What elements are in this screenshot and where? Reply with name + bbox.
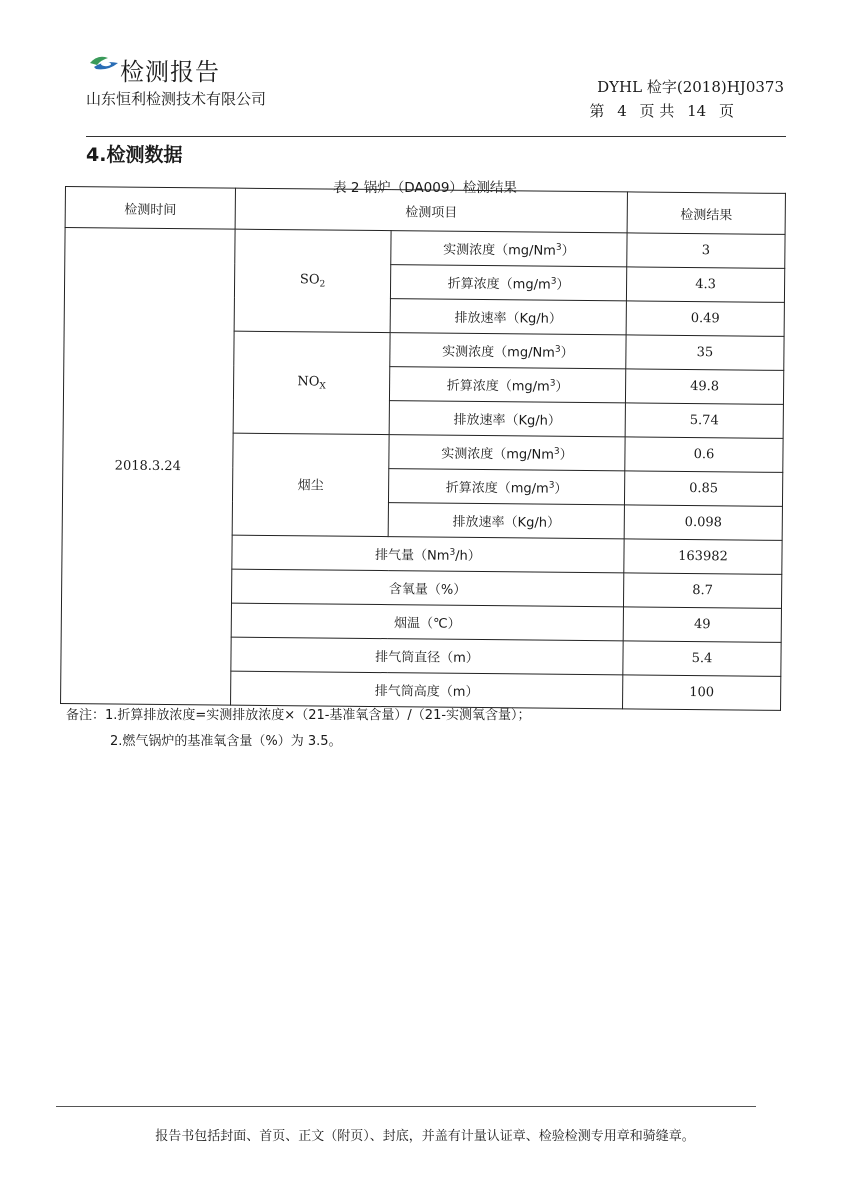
parameter-label: 排气量（Nm$^3$/h）: [232, 535, 624, 573]
report-number: DYHL 检字(2018)HJ0373: [597, 78, 784, 96]
pollutant-main: SO: [299, 272, 320, 288]
result-value: 35: [626, 335, 784, 371]
company-name: 山东恒利检测技术有限公司: [86, 90, 267, 108]
result-value: 0.6: [625, 437, 783, 473]
header-item: 检测项目: [235, 188, 627, 233]
page-prefix: 第: [589, 102, 605, 120]
page-mid: 页 共: [639, 102, 675, 120]
parameter-label: 实测浓度（mg/Nm$^3$）: [390, 333, 626, 369]
result-value: 8.7: [624, 573, 782, 609]
header-time: 检测时间: [65, 187, 235, 230]
pollutant-name: [232, 433, 389, 536]
parameter-label: 烟温（℃）: [231, 603, 623, 641]
pollutant-sub: X: [319, 381, 326, 392]
parameter-label: 实测浓度（mg/Nm$^3$）: [389, 435, 625, 471]
company-logo-icon: [88, 52, 120, 74]
pollutant-name: [234, 229, 391, 332]
header-divider: [86, 136, 786, 137]
parameter-label: 折算浓度$(mg/m^3)$: [389, 367, 625, 403]
parameter-label: 折算浓度$(mg/m^3)$: [388, 469, 624, 505]
result-value: 49.8: [625, 369, 783, 405]
pollutant-name: [233, 331, 390, 434]
parameter-label: 排放速率（Kg/h）: [390, 299, 626, 335]
parameter-label: 折算浓度$(mg/m^3)$: [390, 265, 626, 301]
footer-text: 报告书包括封面、首页、正文（附页）、封底，并盖有计量认证章、检验检测专用章和骑缝章。: [155, 1129, 695, 1144]
result-value: 5.4: [623, 641, 781, 677]
test-date: 2018.3.24: [61, 228, 236, 706]
page-total: 14: [687, 102, 707, 120]
page-indicator: [589, 100, 734, 121]
notes: [66, 703, 531, 755]
page-suffix: 页: [718, 102, 734, 120]
pollutant-main: NO: [297, 374, 320, 390]
page-current: 4: [617, 102, 627, 120]
parameter-label: 含氧量（%）: [232, 569, 624, 607]
footer-divider: [56, 1106, 756, 1107]
result-value: 4.3: [626, 267, 784, 303]
result-value: 0.49: [626, 301, 784, 337]
result-value: 49: [623, 607, 781, 643]
parameter-label: 排放速率（Kg/h）: [389, 401, 625, 437]
report-title: 检测报告: [120, 58, 220, 86]
pollutant-sub: 2: [319, 279, 326, 290]
results-table: [60, 186, 786, 711]
parameter-label: 排气筒高度（m）: [231, 671, 623, 709]
parameter-label: 排放速率（Kg/h）: [388, 503, 624, 539]
result-value: 3: [627, 233, 785, 269]
header-result: 检测结果: [627, 192, 785, 235]
table-row: [65, 228, 785, 269]
parameter-label: 排气筒直径（m）: [231, 637, 623, 675]
result-value: 0.85: [624, 471, 782, 507]
result-value: 100: [623, 675, 781, 711]
result-value: 0.098: [624, 505, 782, 541]
parameter-label: 实测浓度（mg/Nm$^3$）: [391, 231, 627, 267]
table-header-row: [65, 187, 785, 235]
result-value: 5.74: [625, 403, 783, 439]
table-caption: 表 2 锅炉（DA009）检测结果: [333, 180, 517, 196]
section-heading: 4.检测数据: [86, 144, 183, 166]
pollutant-main: 烟尘: [297, 478, 324, 494]
note-line-2: 2.燃气锅炉的基准氧含量（%）为 3.5。: [110, 734, 342, 749]
result-value: 163982: [624, 539, 782, 575]
note-line-1: 备注：1.折算排放浓度=实测排放浓度×（21-基准氧含量）/（21-实测氧含量）；: [66, 708, 531, 723]
